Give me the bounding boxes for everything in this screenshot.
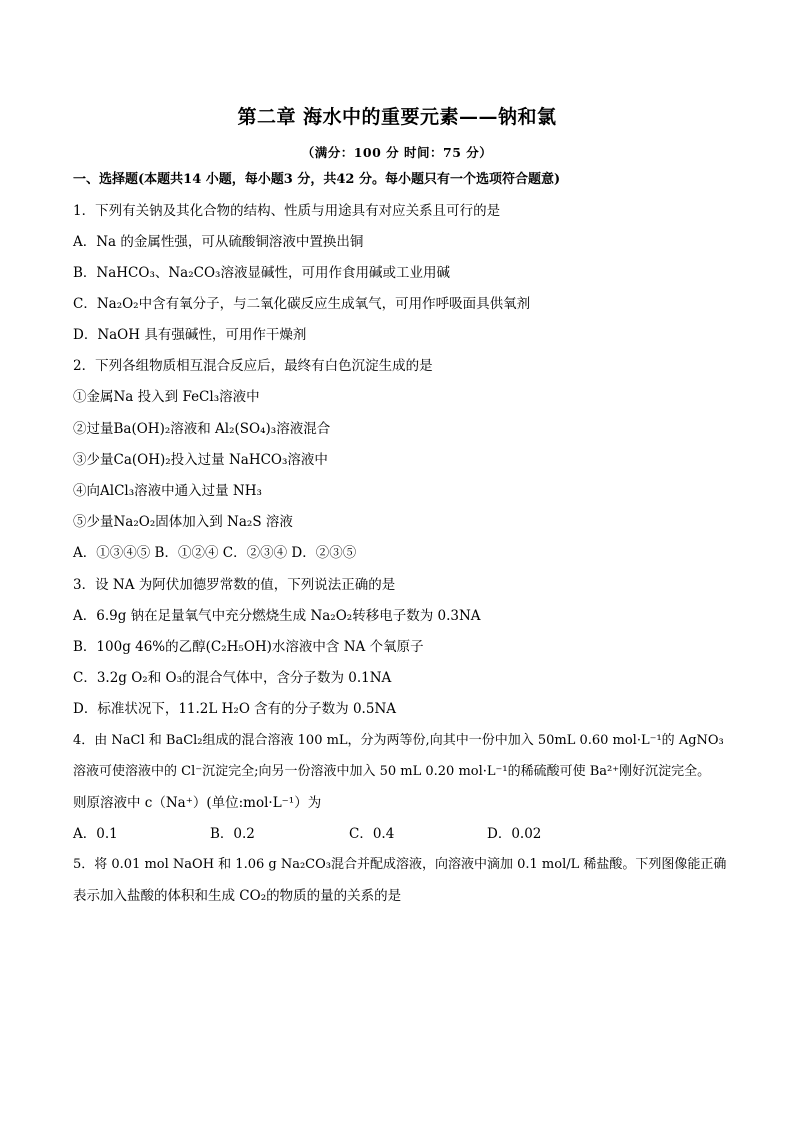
question-5-line-2: 表示加入盐酸的体积和生成 CO₂的物质的量的关系的是 xyxy=(73,888,402,904)
question-1-option-c: C．Na₂O₂中含有氧分子，与二氧化碳反应生成氧气，可用作呼吸面具供氧剂 xyxy=(73,296,531,312)
score-time-info: （满分：100 分 时间：75 分） xyxy=(301,145,493,160)
question-4-option-c: C．0.4 xyxy=(349,826,395,842)
question-2-item-2: ②过量Ba(OH)₂溶液和 Al₂(SO₄)₃溶液混合 xyxy=(73,421,331,437)
question-2-item-5: ⑤少量Na₂O₂固体加入到 Na₂S 溶液 xyxy=(73,514,293,530)
question-2-stem: 2．下列各组物质相互混合反应后，最终有白色沉淀生成的是 xyxy=(73,358,433,374)
question-5-line-1: 5．将 0.01 mol NaOH 和 1.06 g Na₂CO₃混合并配成溶液，向溶液中滴加 0.1 mol/L 稀盐酸。下列图像能正确 xyxy=(73,857,727,872)
question-3-option-d: D．标准状况下，11.2L H₂O 含有的分子数为 0.5NA xyxy=(73,701,397,717)
question-4-option-d: D．0.02 xyxy=(487,826,542,842)
question-1-stem: 1．下列有关钠及其化合物的结构、性质与用途具有对应关系且可行的是 xyxy=(73,203,501,219)
page-title: 第二章 海水中的重要元素——钠和氯 xyxy=(237,106,557,128)
question-1-option-a: A．Na 的金属性强，可从硫酸铜溶液中置换出铜 xyxy=(73,234,364,250)
question-4-line-3: 则原溶液中 c（Na⁺）(单位:mol·L⁻¹）为 xyxy=(73,795,322,811)
question-2-item-4: ④向AlCl₃溶液中通入过量 NH₃ xyxy=(73,483,262,499)
question-3-stem: 3．设 NA 为阿伏加德罗常数的值，下列说法正确的是 xyxy=(73,577,396,593)
section-heading: 一、选择题(本题共14 小题，每小题3 分，共42 分。每小题只有一个选项符合题意) xyxy=(73,172,561,187)
question-3-option-b: B．100g 46%的乙醇(C₂H₅OH)水溶液中含 NA 个氧原子 xyxy=(73,639,424,655)
question-4-line-2: 溶液可使溶液中的 Cl⁻沉淀完全;向另一份溶液中加入 50 mL 0.20 mol·L⁻¹的稀硫酸可使 Ba²⁺刚好沉淀完全。 xyxy=(73,764,711,779)
question-2-item-3: ③少量Ca(OH)₂投入过量 NaHCO₃溶液中 xyxy=(73,452,328,468)
question-1-option-b: B．NaHCO₃、Na₂CO₃溶液显碱性，可用作食用碱或工业用碱 xyxy=(73,265,450,281)
question-2-item-1: ①金属Na 投入到 FeCl₃溶液中 xyxy=(73,389,260,405)
question-4-option-b: B．0.2 xyxy=(210,826,255,842)
question-1-option-d: D．NaOH 具有强碱性，可用作干燥剂 xyxy=(73,327,307,343)
question-3-option-a: A．6.9g 钠在足量氧气中充分燃烧生成 Na₂O₂转移电子数为 0.3NA xyxy=(73,608,481,624)
question-4-line-1: 4．由 NaCl 和 BaCl₂组成的混合溶液 100 mL，分为两等份,向其中一份中加入 50mL 0.60 mol·L⁻¹的 AgNO₃ xyxy=(73,733,724,748)
question-2-options: A．①③④⑤ B．①②④ C．②③④ D．②③⑤ xyxy=(73,545,357,561)
question-3-option-c: C．3.2g O₂和 O₃的混合气体中，含分子数为 0.1NA xyxy=(73,670,392,686)
question-4-option-a: A．0.1 xyxy=(73,826,118,842)
